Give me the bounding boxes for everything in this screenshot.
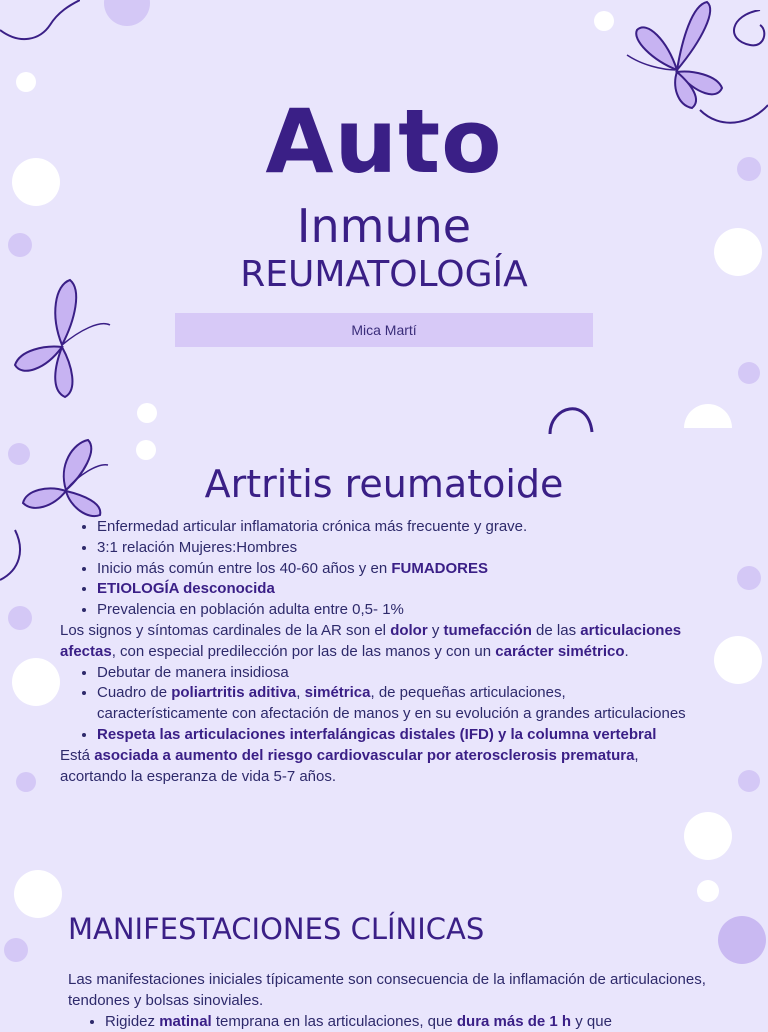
list-item: • Rigidez matinal temprana en las articulaciones, que dura más de 1 h y que — [105, 1012, 708, 1032]
decorative-dot — [14, 870, 62, 918]
decorative-dot — [738, 362, 760, 384]
paragraph: Los signos y síntomas cardinales de la AR son el dolor y tumefacción de las articulaciones afectas, con especial predilección por las de las manos y con un carácter simétrico. — [60, 621, 682, 660]
list-item: • Cuadro de poliartritis aditiva, simétrica, de pequeñas articulaciones, característicamente con afectación de manos y en su evolución a grandes articulaciones — [97, 683, 700, 725]
author-name: Mica Martí — [351, 322, 417, 338]
decorative-dot — [714, 636, 762, 684]
decorative-half-dot — [684, 404, 732, 452]
decorative-dot — [8, 606, 32, 630]
decorative-dot — [12, 658, 60, 706]
list-item: • Enfermedad articular inflamatoria crónica más frecuente y grave. — [97, 517, 700, 538]
decorative-dot — [137, 403, 157, 423]
paragraph: Las manifestaciones iniciales típicamente son consecuencia de la inflamación de articulaciones, tendones y bolsas sinoviales. — [68, 971, 706, 1009]
decorative-dot — [16, 772, 36, 792]
decorative-dot — [4, 938, 28, 962]
list-item: • Prevalencia en población adulta entre 0,5- 1% — [97, 600, 700, 621]
decorative-dot — [684, 812, 732, 860]
decorative-dot — [594, 11, 614, 31]
swirl-decoration — [0, 0, 80, 50]
decorative-dot — [718, 916, 766, 964]
list-item: • Respeta las articulaciones interfalángicas distales (IFD) y la columna vertebral — [97, 725, 700, 746]
section-body — [60, 517, 700, 787]
section-body — [68, 970, 708, 1032]
author-bar — [175, 313, 593, 347]
decorative-dot — [697, 880, 719, 902]
bullet-list — [60, 517, 700, 621]
cover-subtitle: Inmune — [296, 199, 472, 253]
decorative-dot — [136, 440, 156, 460]
decorative-dot — [104, 0, 150, 26]
list-item: • 3:1 relación Mujeres:Hombres — [97, 538, 700, 559]
specialty-heading: REUMATOLOGÍA — [240, 254, 528, 295]
list-item: • ETIOLOGÍA desconocida — [97, 579, 700, 600]
section-heading: MANIFESTACIONES CLÍNICAS — [68, 912, 485, 946]
list-item: • Debutar de manera insidiosa — [97, 663, 700, 684]
section-title: Artritis reumatoide — [204, 462, 564, 506]
arc-decoration — [540, 396, 600, 436]
decorative-dot — [737, 566, 761, 590]
decorative-dot — [16, 72, 36, 92]
bullet-list — [60, 663, 700, 746]
list-item: • Inicio más común entre los 40-60 años y en FUMADORES — [97, 559, 700, 580]
paragraph: Está asociada a aumento del riesgo cardiovascular por aterosclerosis prematura, acortando la esperanza de vida 5-7 años. — [60, 746, 639, 785]
cover-title: Auto — [265, 90, 503, 193]
decorative-dot — [738, 770, 760, 792]
bullet-list — [68, 1012, 708, 1032]
